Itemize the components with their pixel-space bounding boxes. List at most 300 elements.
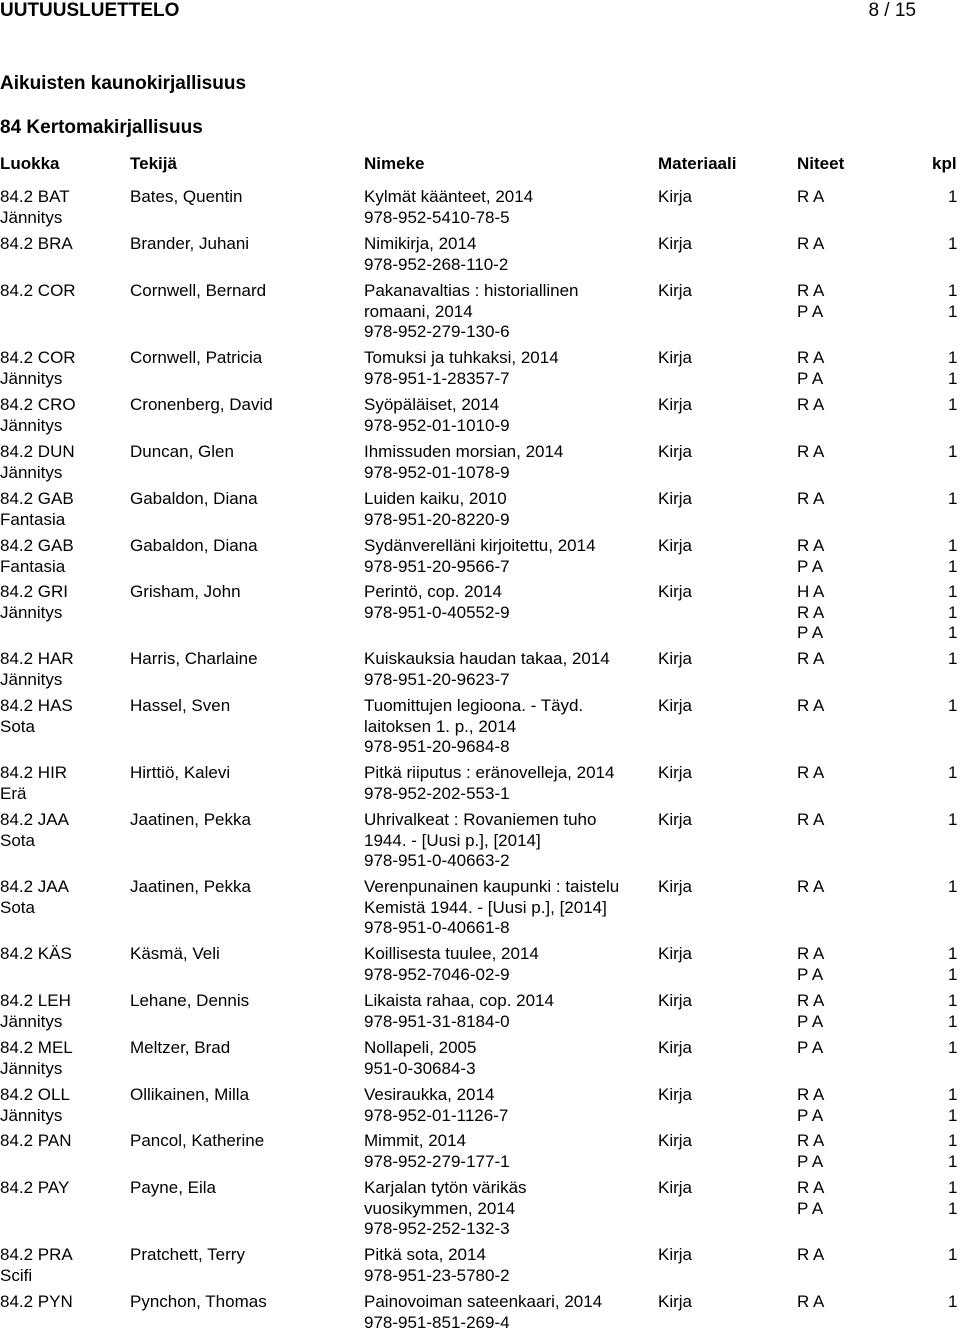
kpl-cell bbox=[948, 810, 957, 831]
niteet-cell-line: R A bbox=[797, 536, 825, 555]
column-header-niteet: Niteet bbox=[797, 154, 845, 173]
kpl-cell bbox=[948, 991, 957, 1032]
niteet-cell-line: R A bbox=[797, 602, 825, 622]
materiaali-cell bbox=[658, 442, 692, 463]
tekija-cell bbox=[130, 1292, 267, 1313]
tekija-cell bbox=[130, 536, 258, 557]
nimeke-cell bbox=[364, 1085, 508, 1126]
niteet-cell-line: H A bbox=[797, 582, 825, 601]
kpl-cell-line: 1 bbox=[948, 234, 958, 253]
tekija-cell bbox=[130, 944, 220, 965]
kpl-cell-line: 1 bbox=[948, 877, 958, 896]
materiaali-cell bbox=[658, 649, 692, 670]
nimeke-cell-line: Tuomittujen legioona. - Täyd. bbox=[364, 696, 584, 715]
luokka-cell-line: 84.2 BRA bbox=[0, 234, 73, 253]
luokka-cell-line: Jännitys bbox=[0, 462, 63, 482]
nimeke-cell-line: Pitkä riiputus : eränovelleja, 2014 bbox=[364, 763, 615, 782]
tekija-cell-line: Cronenberg, David bbox=[130, 395, 273, 414]
luokka-cell-line: Jännitys bbox=[0, 368, 63, 388]
materiaali-cell-line: Kirja bbox=[658, 1292, 693, 1311]
niteet-cell bbox=[797, 582, 824, 644]
kpl-cell bbox=[948, 763, 957, 784]
kpl-cell-line: 1 bbox=[948, 442, 958, 461]
luokka-cell-line: 84.2 JAA bbox=[0, 810, 69, 829]
nimeke-cell-line: 978-952-01-1126-7 bbox=[364, 1105, 509, 1125]
luokka-cell bbox=[0, 877, 69, 918]
niteet-cell-line: P A bbox=[797, 368, 824, 388]
tekija-cell bbox=[130, 582, 241, 603]
nimeke-cell bbox=[364, 281, 579, 343]
kpl-cell-line: 1 bbox=[948, 696, 958, 715]
materiaali-cell-line: Kirja bbox=[658, 1131, 693, 1150]
luokka-cell-line: 84.2 OLL bbox=[0, 1085, 70, 1104]
niteet-cell bbox=[797, 281, 824, 322]
luokka-cell-line: Scifi bbox=[0, 1265, 33, 1285]
niteet-cell-line: R A bbox=[797, 649, 825, 668]
luokka-cell-line: Jännitys bbox=[0, 207, 63, 227]
nimeke-cell-line: Karjalan tytön värikäs bbox=[364, 1178, 527, 1197]
column-header-kpl: kpl bbox=[932, 154, 957, 173]
nimeke-cell bbox=[364, 696, 583, 758]
luokka-cell-line: 84.2 BAT bbox=[0, 187, 70, 206]
kpl-cell bbox=[948, 1131, 957, 1172]
tekija-cell-line: Käsmä, Veli bbox=[130, 944, 220, 963]
luokka-cell-line: 84.2 COR bbox=[0, 348, 76, 367]
luokka-cell-line: 84.2 KÄS bbox=[0, 944, 72, 963]
nimeke-cell bbox=[364, 395, 510, 436]
tekija-cell-line: Gabaldon, Diana bbox=[130, 489, 258, 508]
niteet-cell-line: R A bbox=[797, 944, 825, 963]
nimeke-cell-line: Kuiskauksia haudan takaa, 2014 bbox=[364, 649, 610, 668]
luokka-cell-line: 84.2 GAB bbox=[0, 489, 74, 508]
kpl-cell-line: 1 bbox=[948, 1038, 958, 1057]
materiaali-cell-line: Kirja bbox=[658, 348, 693, 367]
niteet-cell-line: R A bbox=[797, 763, 825, 782]
luokka-cell bbox=[0, 582, 68, 623]
materiaali-cell-line: Kirja bbox=[658, 944, 693, 963]
niteet-cell-line: P A bbox=[797, 1151, 824, 1171]
tekija-cell bbox=[130, 1131, 264, 1152]
section-title: Aikuisten kaunokirjallisuus bbox=[0, 73, 247, 94]
luokka-cell-line: Jännitys bbox=[0, 1105, 63, 1125]
nimeke-cell-line: 978-952-279-177-1 bbox=[364, 1151, 510, 1171]
luokka-cell-line: 84.2 JAA bbox=[0, 877, 69, 896]
kpl-cell-line: 1 bbox=[948, 348, 958, 367]
niteet-cell-line: P A bbox=[797, 301, 824, 321]
materiaali-cell-line: Kirja bbox=[658, 763, 693, 782]
kpl-cell bbox=[948, 944, 957, 985]
materiaali-cell-line: Kirja bbox=[658, 1245, 693, 1264]
kpl-cell-line: 1 bbox=[948, 187, 958, 206]
nimeke-cell-line: 978-951-1-28357-7 bbox=[364, 368, 510, 388]
tekija-cell-line: Jaatinen, Pekka bbox=[130, 877, 251, 896]
nimeke-cell-line: Ihmissuden morsian, 2014 bbox=[364, 442, 564, 461]
nimeke-cell-line: 978-951-20-9566-7 bbox=[364, 556, 510, 576]
kpl-cell bbox=[948, 442, 957, 463]
kpl-cell-line: 1 bbox=[948, 281, 958, 300]
niteet-cell-line: R A bbox=[797, 489, 825, 508]
tekija-cell bbox=[130, 489, 258, 510]
nimeke-cell-line: Nollapeli, 2005 bbox=[364, 1038, 477, 1057]
nimeke-cell bbox=[364, 489, 510, 530]
luokka-cell-line: Sota bbox=[0, 830, 35, 850]
nimeke-cell-line: 978-952-01-1010-9 bbox=[364, 415, 510, 435]
kpl-cell-line: 1 bbox=[948, 1245, 958, 1264]
niteet-cell-line: R A bbox=[797, 281, 825, 300]
luokka-cell-line: Jännitys bbox=[0, 1058, 63, 1078]
niteet-cell bbox=[797, 1292, 824, 1313]
tekija-cell bbox=[130, 991, 249, 1012]
kpl-cell bbox=[948, 536, 957, 577]
tekija-cell bbox=[130, 1085, 249, 1106]
nimeke-cell-line: Vesiraukka, 2014 bbox=[364, 1085, 495, 1104]
niteet-cell bbox=[797, 810, 824, 831]
luokka-cell-line: 84.2 GRI bbox=[0, 582, 69, 601]
kpl-cell-line: 1 bbox=[948, 1151, 958, 1171]
luokka-cell bbox=[0, 763, 67, 804]
tekija-cell-line: Duncan, Glen bbox=[130, 442, 234, 461]
nimeke-cell bbox=[364, 991, 554, 1032]
tekija-cell-line: Grisham, John bbox=[130, 582, 241, 601]
nimeke-cell-line: 978-951-0-40552-9 bbox=[364, 602, 510, 622]
nimeke-cell-line: 978-951-851-269-4 bbox=[364, 1312, 510, 1332]
luokka-cell-line: 84.2 HAS bbox=[0, 696, 73, 715]
tekija-cell-line: Bates, Quentin bbox=[130, 187, 243, 206]
luokka-cell bbox=[0, 348, 76, 389]
niteet-cell bbox=[797, 187, 824, 208]
materiaali-cell-line: Kirja bbox=[658, 991, 693, 1010]
column-header-luokka: Luokka bbox=[0, 154, 60, 173]
materiaali-cell-line: Kirja bbox=[658, 877, 693, 896]
nimeke-cell bbox=[364, 234, 508, 275]
materiaali-cell bbox=[658, 536, 692, 557]
kpl-cell-line: 1 bbox=[948, 301, 958, 321]
kpl-cell-line: 1 bbox=[948, 623, 958, 643]
kpl-cell bbox=[948, 649, 957, 670]
nimeke-cell-line: laitoksen 1. p., 2014 bbox=[364, 716, 517, 736]
kpl-cell bbox=[948, 234, 957, 255]
materiaali-cell bbox=[658, 1085, 692, 1106]
luokka-cell-line: Jännitys bbox=[0, 415, 63, 435]
luokka-cell bbox=[0, 944, 72, 965]
niteet-cell-line: P A bbox=[797, 964, 824, 984]
niteet-cell bbox=[797, 536, 824, 577]
nimeke-cell bbox=[364, 187, 533, 228]
nimeke-cell bbox=[364, 763, 614, 804]
kpl-cell-line: 1 bbox=[948, 964, 958, 984]
luokka-cell-line: 84.2 GAB bbox=[0, 536, 74, 555]
tekija-cell-line: Gabaldon, Diana bbox=[130, 536, 258, 555]
kpl-cell bbox=[948, 281, 957, 322]
niteet-cell-line: R A bbox=[797, 1292, 825, 1311]
kpl-cell bbox=[948, 582, 957, 644]
kpl-cell-line: 1 bbox=[948, 991, 958, 1010]
nimeke-cell bbox=[364, 582, 510, 623]
kpl-cell bbox=[948, 489, 957, 510]
niteet-cell bbox=[797, 348, 824, 389]
tekija-cell bbox=[130, 348, 262, 369]
niteet-cell-line: P A bbox=[797, 1105, 824, 1125]
niteet-cell-line: P A bbox=[797, 1038, 824, 1057]
luokka-cell-line: Sota bbox=[0, 716, 35, 736]
nimeke-cell-line: Kemistä 1944. - [Uusi p.], [2014] bbox=[364, 897, 607, 917]
luokka-cell bbox=[0, 1038, 73, 1079]
tekija-cell-line: Meltzer, Brad bbox=[130, 1038, 231, 1057]
kpl-cell bbox=[948, 1038, 957, 1059]
kpl-cell-line: 1 bbox=[948, 395, 958, 414]
nimeke-cell-line: Syöpäläiset, 2014 bbox=[364, 395, 500, 414]
materiaali-cell bbox=[658, 187, 692, 208]
kpl-cell bbox=[948, 348, 957, 389]
luokka-cell bbox=[0, 281, 76, 302]
luokka-cell bbox=[0, 1245, 73, 1286]
niteet-cell-line: R A bbox=[797, 234, 825, 253]
luokka-cell bbox=[0, 1292, 73, 1313]
niteet-cell-line: P A bbox=[797, 1011, 824, 1031]
nimeke-cell-line: 978-952-279-130-6 bbox=[364, 322, 510, 342]
kpl-cell-line: 1 bbox=[948, 763, 958, 782]
document-title: UUTUUSLUETTELO bbox=[0, 0, 180, 21]
tekija-cell-line: Cornwell, Bernard bbox=[130, 281, 267, 300]
nimeke-cell bbox=[364, 1038, 476, 1079]
luokka-cell bbox=[0, 649, 74, 690]
materiaali-cell bbox=[658, 1292, 692, 1313]
materiaali-cell bbox=[658, 348, 692, 369]
kpl-cell bbox=[948, 877, 957, 898]
niteet-cell-line: R A bbox=[797, 810, 825, 829]
tekija-cell-line: Pancol, Katherine bbox=[130, 1131, 265, 1150]
kpl-cell-line: 1 bbox=[948, 1178, 958, 1197]
tekija-cell bbox=[130, 1178, 216, 1199]
nimeke-cell bbox=[364, 877, 619, 939]
materiaali-cell bbox=[658, 763, 692, 784]
nimeke-cell-line: Likaista rahaa, cop. 2014 bbox=[364, 991, 554, 1010]
luokka-cell-line: 84.2 HIR bbox=[0, 763, 68, 782]
kpl-cell bbox=[948, 1245, 957, 1266]
luokka-cell-line: Jännitys bbox=[0, 1011, 63, 1031]
tekija-cell bbox=[130, 395, 273, 416]
nimeke-cell-line: 978-952-252-132-3 bbox=[364, 1219, 510, 1239]
kpl-cell-line: 1 bbox=[948, 1085, 958, 1104]
luokka-cell bbox=[0, 991, 71, 1032]
materiaali-cell bbox=[658, 1178, 692, 1199]
kpl-cell bbox=[948, 187, 957, 208]
materiaali-cell-line: Kirja bbox=[658, 442, 693, 461]
kpl-cell-line: 1 bbox=[948, 556, 958, 576]
nimeke-cell-line: Koillisesta tuulee, 2014 bbox=[364, 944, 539, 963]
niteet-cell-line: R A bbox=[797, 1178, 825, 1197]
materiaali-cell-line: Kirja bbox=[658, 395, 693, 414]
materiaali-cell bbox=[658, 991, 692, 1012]
tekija-cell-line: Lehane, Dennis bbox=[130, 991, 250, 1010]
nimeke-cell bbox=[364, 442, 563, 483]
niteet-cell bbox=[797, 991, 824, 1032]
niteet-cell-line: R A bbox=[797, 696, 825, 715]
materiaali-cell-line: Kirja bbox=[658, 1085, 693, 1104]
nimeke-cell-line: 978-951-23-5780-2 bbox=[364, 1265, 510, 1285]
luokka-cell bbox=[0, 1131, 72, 1152]
nimeke-cell-line: 978-951-20-9684-8 bbox=[364, 737, 510, 757]
column-header-tekija: Tekijä bbox=[130, 154, 177, 173]
materiaali-cell-line: Kirja bbox=[658, 810, 693, 829]
niteet-cell-line: R A bbox=[797, 1085, 825, 1104]
materiaali-cell-line: Kirja bbox=[658, 649, 693, 668]
niteet-cell-line: R A bbox=[797, 1245, 825, 1264]
nimeke-cell-line: Kylmät käänteet, 2014 bbox=[364, 187, 534, 206]
materiaali-cell bbox=[658, 1245, 692, 1266]
niteet-cell bbox=[797, 763, 824, 784]
tekija-cell bbox=[130, 649, 258, 670]
nimeke-cell-line: 1944. - [Uusi p.], [2014] bbox=[364, 830, 541, 850]
tekija-cell bbox=[130, 281, 266, 302]
nimeke-cell-line: Sydänverelläni kirjoitettu, 2014 bbox=[364, 536, 596, 555]
niteet-cell bbox=[797, 877, 824, 898]
nimeke-cell-line: 951-0-30684-3 bbox=[364, 1058, 476, 1078]
luokka-cell bbox=[0, 810, 69, 851]
kpl-cell-line: 1 bbox=[948, 368, 958, 388]
nimeke-cell-line: Verenpunainen kaupunki : taistelu bbox=[364, 877, 620, 896]
luokka-cell-line: Fantasia bbox=[0, 509, 66, 529]
kpl-cell-line: 1 bbox=[948, 489, 958, 508]
tekija-cell-line: Pynchon, Thomas bbox=[130, 1292, 267, 1311]
niteet-cell bbox=[797, 1245, 824, 1266]
kpl-cell-line: 1 bbox=[948, 602, 958, 622]
kpl-cell-line: 1 bbox=[948, 1011, 958, 1031]
nimeke-cell-line: Nimikirja, 2014 bbox=[364, 234, 477, 253]
tekija-cell-line: Hassel, Sven bbox=[130, 696, 231, 715]
niteet-cell-line: P A bbox=[797, 1198, 824, 1218]
niteet-cell-line: P A bbox=[797, 623, 824, 643]
kpl-cell-line: 1 bbox=[948, 1292, 958, 1311]
tekija-cell-line: Pratchett, Terry bbox=[130, 1245, 245, 1264]
niteet-cell-line: R A bbox=[797, 395, 825, 414]
materiaali-cell-line: Kirja bbox=[658, 536, 693, 555]
materiaali-cell bbox=[658, 489, 692, 510]
luokka-cell-line: 84.2 CRO bbox=[0, 395, 76, 414]
section-subtitle: 84 Kertomakirjallisuus bbox=[0, 117, 203, 138]
niteet-cell bbox=[797, 234, 824, 255]
materiaali-cell bbox=[658, 810, 692, 831]
luokka-cell-line: 84.2 HAR bbox=[0, 649, 74, 668]
nimeke-cell-line: Mimmit, 2014 bbox=[364, 1131, 467, 1150]
niteet-cell bbox=[797, 489, 824, 510]
niteet-cell-line: P A bbox=[797, 556, 824, 576]
tekija-cell bbox=[130, 442, 234, 463]
materiaali-cell-line: Kirja bbox=[658, 1038, 693, 1057]
tekija-cell bbox=[130, 696, 230, 717]
niteet-cell bbox=[797, 395, 824, 416]
luokka-cell-line: 84.2 PRA bbox=[0, 1245, 73, 1264]
nimeke-cell bbox=[364, 1178, 527, 1240]
luokka-cell-line: 84.2 PAY bbox=[0, 1178, 70, 1197]
nimeke-cell bbox=[364, 1131, 510, 1172]
tekija-cell bbox=[130, 187, 242, 208]
niteet-cell-line: R A bbox=[797, 442, 825, 461]
tekija-cell-line: Cornwell, Patricia bbox=[130, 348, 263, 367]
luokka-cell-line: Sota bbox=[0, 897, 35, 917]
kpl-cell bbox=[948, 1085, 957, 1126]
luokka-cell-line: 84.2 PAN bbox=[0, 1131, 72, 1150]
kpl-cell bbox=[948, 395, 957, 416]
materiaali-cell bbox=[658, 281, 692, 302]
niteet-cell bbox=[797, 649, 824, 670]
kpl-cell-line: 1 bbox=[948, 1131, 958, 1150]
nimeke-cell-line: 978-951-20-8220-9 bbox=[364, 509, 510, 529]
niteet-cell-line: R A bbox=[797, 187, 825, 206]
materiaali-cell-line: Kirja bbox=[658, 582, 693, 601]
tekija-cell bbox=[130, 1038, 230, 1059]
nimeke-cell-line: 978-951-31-8184-0 bbox=[364, 1011, 510, 1031]
nimeke-cell-line: 978-952-01-1078-9 bbox=[364, 462, 510, 482]
tekija-cell-line: Jaatinen, Pekka bbox=[130, 810, 251, 829]
tekija-cell-line: Ollikainen, Milla bbox=[130, 1085, 250, 1104]
tekija-cell bbox=[130, 877, 251, 898]
tekija-cell-line: Hirttiö, Kalevi bbox=[130, 763, 231, 782]
luokka-cell bbox=[0, 1085, 70, 1126]
nimeke-cell-line: Tomuksi ja tuhkaksi, 2014 bbox=[364, 348, 559, 367]
niteet-cell bbox=[797, 1131, 824, 1172]
nimeke-cell-line: 978-952-268-110-2 bbox=[364, 254, 509, 274]
niteet-cell-line: R A bbox=[797, 1131, 825, 1150]
kpl-cell bbox=[948, 1292, 957, 1313]
materiaali-cell-line: Kirja bbox=[658, 234, 693, 253]
kpl-cell-line: 1 bbox=[948, 649, 958, 668]
materiaali-cell-line: Kirja bbox=[658, 489, 693, 508]
materiaali-cell bbox=[658, 1038, 692, 1059]
niteet-cell bbox=[797, 442, 824, 463]
niteet-cell-line: R A bbox=[797, 991, 825, 1010]
nimeke-cell-line: 978-952-7046-02-9 bbox=[364, 964, 510, 984]
nimeke-cell-line: 978-951-20-9623-7 bbox=[364, 669, 510, 689]
nimeke-cell bbox=[364, 1292, 602, 1333]
nimeke-cell bbox=[364, 810, 596, 872]
luokka-cell-line: 84.2 PYN bbox=[0, 1292, 73, 1311]
niteet-cell-line: R A bbox=[797, 348, 825, 367]
nimeke-cell-line: romaani, 2014 bbox=[364, 301, 473, 321]
nimeke-cell-line: Uhrivalkeat : Rovaniemen tuho bbox=[364, 810, 597, 829]
kpl-cell bbox=[948, 1178, 957, 1219]
materiaali-cell bbox=[658, 877, 692, 898]
tekija-cell bbox=[130, 763, 230, 784]
niteet-cell bbox=[797, 944, 824, 985]
nimeke-cell-line: Perintö, cop. 2014 bbox=[364, 582, 502, 601]
nimeke-cell-line: vuosikymmen, 2014 bbox=[364, 1198, 516, 1218]
nimeke-cell-line: 978-951-0-40663-2 bbox=[364, 851, 510, 871]
kpl-cell-line: 1 bbox=[948, 944, 958, 963]
kpl-cell-line: 1 bbox=[948, 1105, 958, 1125]
nimeke-cell-line: 978-952-5410-78-5 bbox=[364, 207, 510, 227]
column-header-nimeke: Nimeke bbox=[364, 154, 425, 173]
kpl-cell-line: 1 bbox=[948, 536, 958, 555]
luokka-cell-line: Fantasia bbox=[0, 556, 66, 576]
materiaali-cell bbox=[658, 1131, 692, 1152]
kpl-cell-line: 1 bbox=[948, 582, 958, 601]
materiaali-cell bbox=[658, 944, 692, 965]
materiaali-cell bbox=[658, 234, 692, 255]
nimeke-cell-line: 978-951-0-40661-8 bbox=[364, 918, 510, 938]
luokka-cell bbox=[0, 234, 73, 255]
page-number: 8 / 15 bbox=[868, 0, 916, 21]
nimeke-cell-line: Luiden kaiku, 2010 bbox=[364, 489, 507, 508]
tekija-cell-line: Payne, Eila bbox=[130, 1178, 216, 1197]
kpl-cell bbox=[948, 696, 957, 717]
nimeke-cell bbox=[364, 944, 539, 985]
niteet-cell bbox=[797, 696, 824, 717]
tekija-cell bbox=[130, 234, 249, 255]
luokka-cell bbox=[0, 489, 74, 530]
kpl-cell-line: 1 bbox=[948, 1198, 958, 1218]
luokka-cell-line: Erä bbox=[0, 783, 27, 803]
